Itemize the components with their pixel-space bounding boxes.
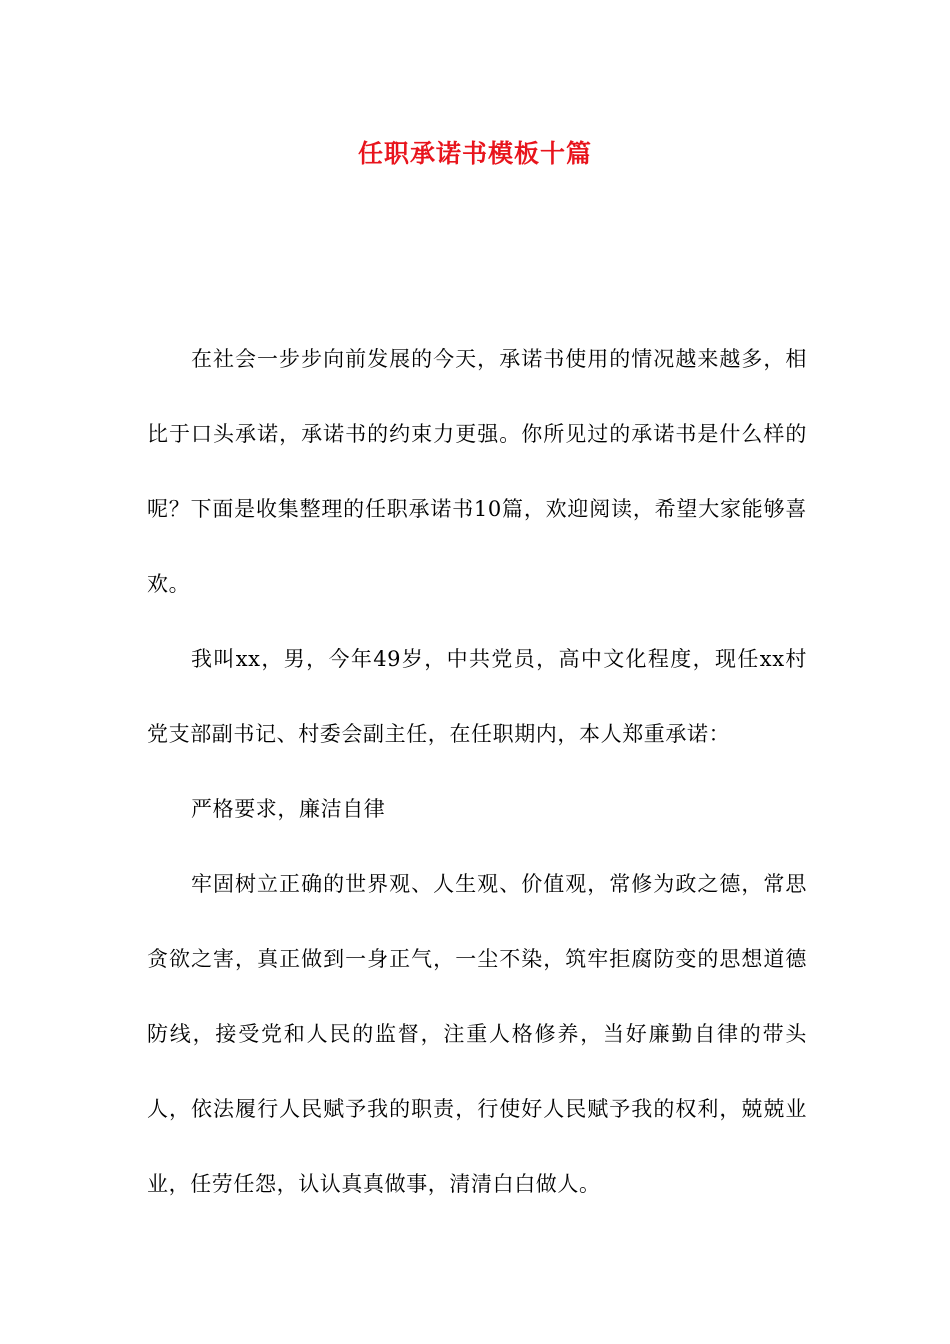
document-title: 任职承诺书模板十篇 [357, 139, 592, 168]
paragraph-intro: 在社会一步步向前发展的今天，承诺书使用的情况越来越多，相比于口头承诺，承诺书的约束力更强。你所见过的承诺书是什么样的呢？下面是收集整理的任职承诺书10篇，欢迎阅读，希望大家能够喜欢。 [147, 347, 807, 596]
paragraph-commitment: 牢固树立正确的世界观、人生观、价值观，常修为政之德，常思贪欲之害，真正做到一身正气，一尘不染，筑牢拒腐防变的思想道德防线，接受党和人民的监督，注重人格修养，当好廉勤自律的带头人，依法履行人民赋予我的职责，行使好人民赋予我的权利，兢兢业业，任劳任怨，认认真真做事，清清白白做人。 [147, 872, 807, 1196]
paragraph-self-introduction: 我叫xx，男，今年49岁，中共党员，高中文化程度，现任xx村党支部副书记、村委会副主任，在任职期内，本人郑重承诺： [147, 647, 807, 746]
section-heading: 严格要求，廉洁自律 [191, 797, 386, 821]
document-body [147, 322, 807, 1222]
